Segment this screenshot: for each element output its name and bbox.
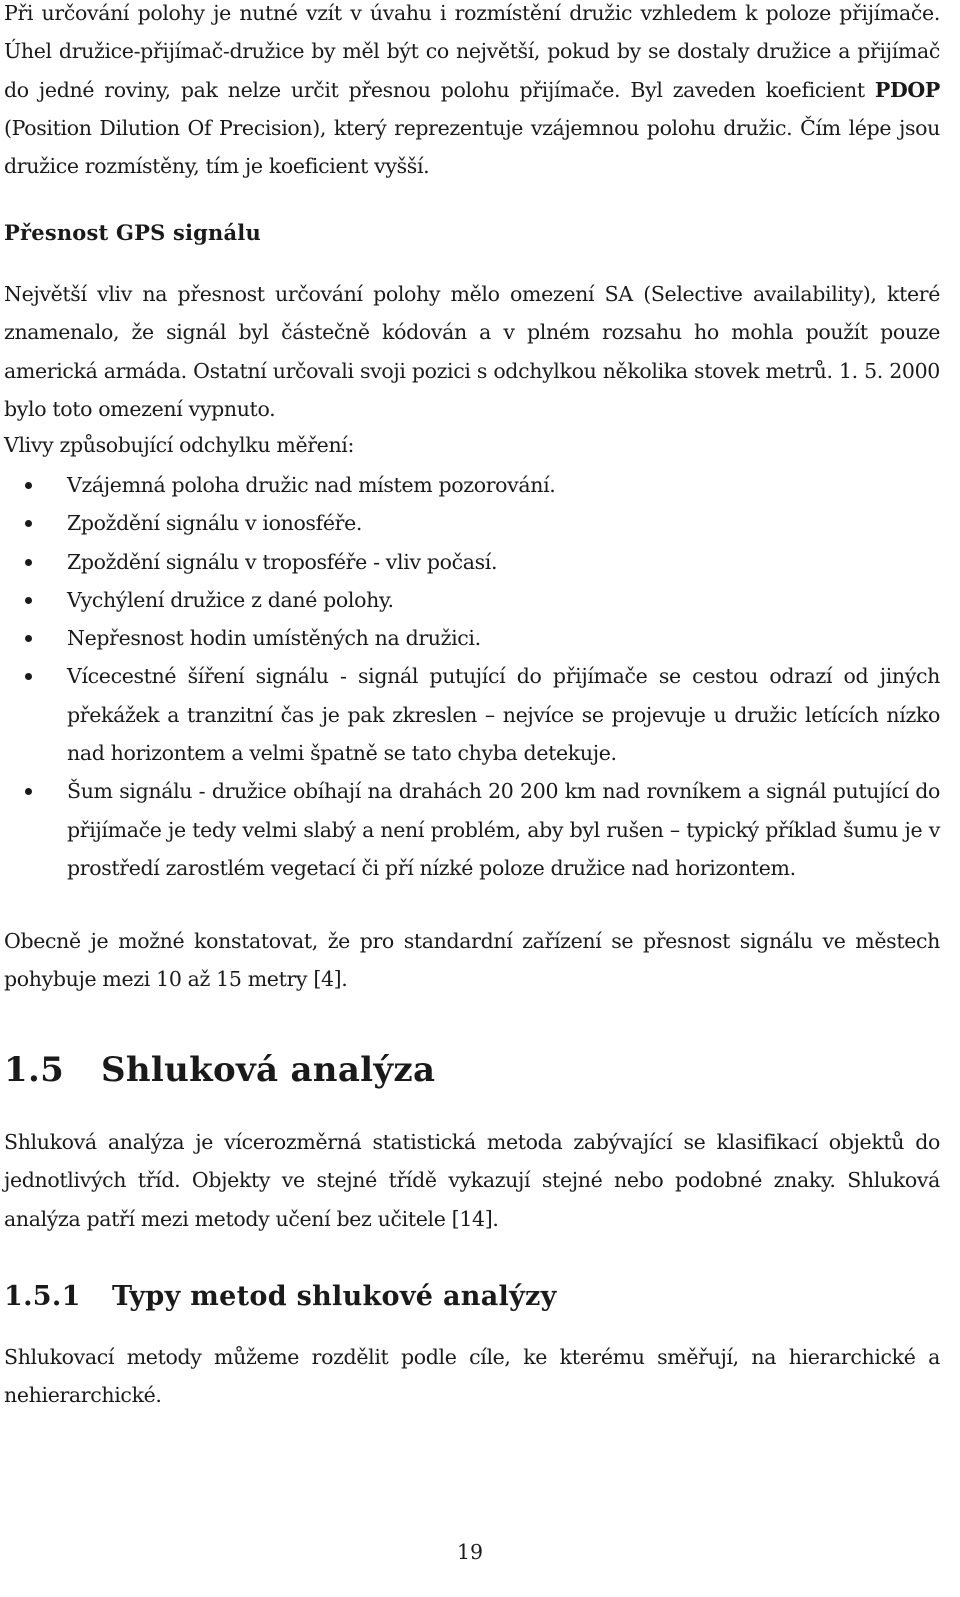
- bullet-icon: [25, 597, 32, 604]
- list-item: [4, 619, 940, 657]
- page-number: 19: [456, 1540, 484, 1564]
- list-item: [4, 772, 940, 887]
- subsection-number: 1.5.1: [4, 1281, 81, 1312]
- list-item: [4, 581, 940, 619]
- subsection-title: Typy metod shlukové analýzy: [112, 1281, 557, 1312]
- list-item: [4, 504, 940, 542]
- pdop-paragraph: [4, 0, 940, 185]
- pdop-text-before: Při určování polohy je nutné vzít v úvahu i rozmístění družic vzhledem k poloze přijímače. Úhel družice-přijímač-družice by měl být co největší, pokud by se dostaly družice a přijímač do jedné roviny, pak nelze určit přesnou polohu přijímače. Byl zaveden koeficient: [4, 1, 940, 102]
- list-item-text: Zpoždění signálu v ionosféře.: [67, 511, 363, 536]
- list-item-text: Vychýlení družice z dané polohy.: [67, 587, 394, 612]
- section-number: 1.5: [4, 1050, 65, 1090]
- cluster-methods-paragraph: Shlukovací metody můžeme rozdělit podle cíle, ke kterému směřují, na hierarchické a nehierarchické.: [4, 1345, 940, 1408]
- cluster-analysis-paragraph: Shluková analýza je vícerozměrná statistická metoda zabývající se klasifikací objektů do jednotlivých tříd. Objekty ve stejné třídě vykazují stejné nebo podobné znaky. Shluková analýza patří mezi metody učení bez učitele [14].: [4, 1130, 940, 1231]
- list-item-text: Zpoždění signálu v troposféře - vliv počasí.: [67, 549, 498, 574]
- gps-accuracy-paragraph: Největší vliv na přesnost určování polohy mělo omezení SA (Selective availability), které znamenalo, že signál byl částečně kódován a v plném rozsahu ho mohla použít pouze americká armáda. Ostatní určovali svoji pozici s odchylkou několika stovek metrů. 1. 5. 2000 bylo toto omezení vypnuto.: [4, 282, 940, 421]
- list-item-text: Šum signálu - družice obíhají na drahách 20 200 km nad rovníkem a signál putující do přijímače je tedy velmi slabý a není problém, aby byl rušen – typický příklad šumu je v prostředí zarostlém vegetací či pří nízké poloze družice nad horizontem.: [67, 779, 940, 880]
- error-causes-intro: Vlivy způsobující odchylku měření:: [4, 433, 355, 457]
- section-title: Shluková analýza: [101, 1050, 436, 1090]
- subsection-heading: [4, 1281, 557, 1312]
- list-item: [4, 466, 940, 504]
- error-causes-list: [4, 466, 940, 887]
- section-heading: [4, 1050, 435, 1090]
- gps-conclusion-paragraph: Obecně je možné konstatovat, že pro standardní zařízení se přesnost signálu ve městech pohybuje mezi 10 až 15 metry [4].: [4, 929, 940, 992]
- bullet-icon: [25, 559, 32, 566]
- bullet-icon: [25, 635, 32, 642]
- list-item-text: Nepřesnost hodin umístěných na družici.: [67, 626, 481, 651]
- bullet-icon: [25, 673, 32, 680]
- pdop-term: PDOP: [874, 77, 940, 102]
- list-item-text: Vícecestné šíření signálu - signál putující do přijímače se cestou odrazí od jiných překážek a tranzitní čas je pak zkreslen – nejvíce se projevuje u družic letících nízko nad horizontem a velmi špatně se tato chyba detekuje.: [67, 664, 940, 766]
- bullet-icon: [25, 520, 32, 527]
- gps-accuracy-heading: Přesnost GPS signálu: [4, 220, 261, 245]
- list-item: [4, 657, 940, 772]
- bullet-icon: [25, 788, 32, 795]
- list-item: [4, 543, 940, 581]
- list-item-text: Vzájemná poloha družic nad místem pozorování.: [67, 473, 556, 497]
- bullet-icon: [25, 482, 32, 489]
- pdop-text-after: (Position Dilution Of Precision), který reprezentuje vzájemnou polohu družic. Čím lépe jsou družice rozmístěny, tím je koeficient vyšší.: [4, 115, 940, 179]
